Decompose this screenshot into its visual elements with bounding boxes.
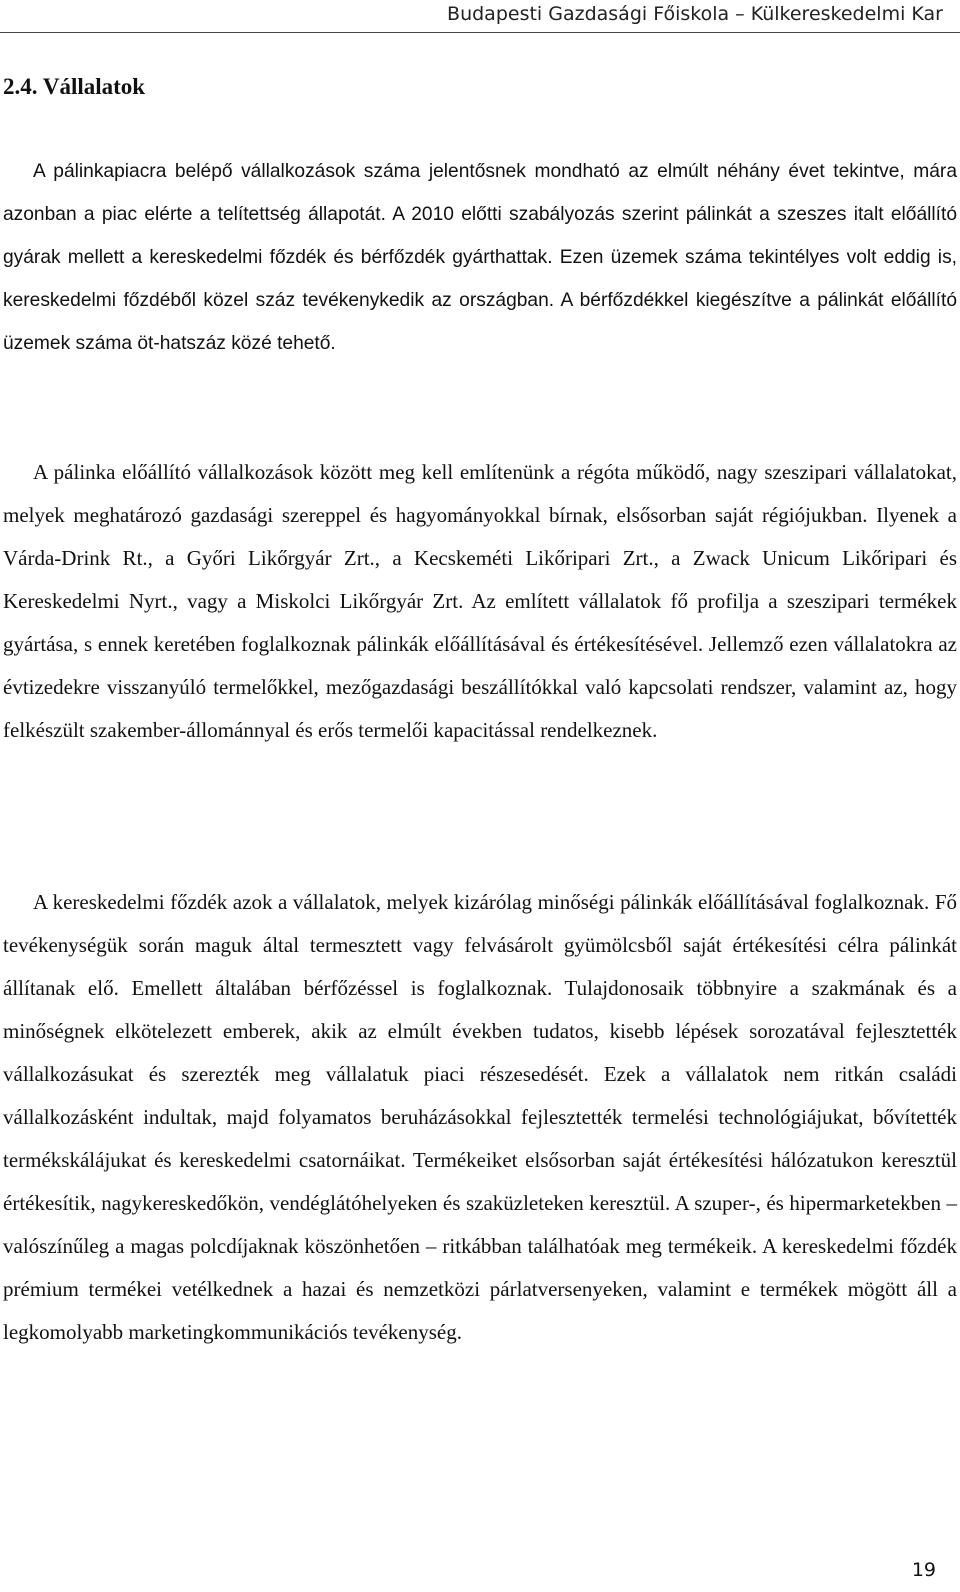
paragraph-block-1 (3, 150, 957, 365)
page-number: 19 (911, 1559, 936, 1581)
paragraph-block-2 (3, 451, 957, 752)
paragraph-1: A pálinkapiacra belépő vállalkozások száma jelentősnek mondható az elmúlt néhány évet tekintve, mára azonban a piac elérte a telítettség állapotát. A 2010 előtti szabályozás szerint pálinkát a szeszes italt előállító gyárak mellett a kereskedelmi főzdék és bérfőzdék gyárthattak. Ezen üzemek száma tekintélyes volt eddig is, kereskedelmi főzdéből közel száz tevékenykedik az országban. A bérfőzdékkel kiegészítve a pálinkát előállító üzemek száma öt-hatszáz közé tehető. (3, 161, 957, 354)
header-divider (0, 32, 960, 33)
paragraph-2: A pálinka előállító vállalkozások között meg kell említenünk a régóta működő, nagy szeszipari vállalatokat, melyek meghatározó gazdasági szereppel és hagyományokkal bírnak, elsősorban saját régiójukban. Ilyenek a Várda-Drink Rt., a Győri Likőrgyár Zrt., a Kecskeméti Likőripari Zrt., a Zwack Unicum Likőripari és Kereskedelmi Nyrt., vagy a Miskolci Likőrgyár Zrt. Az említett vállalatok fő profilja a szeszipari termékek gyártása, s ennek keretében foglalkoznak pálinkák előállításával és értékesítésével. Jellemző ezen vállalatokra az évtizedekre visszanyúló termelőkkel, mezőgazdasági beszállítókkal való kapcsolati rendszer, valamint az, hogy felkészült szakember-állománnyal és erős termelői kapacitással rendelkeznek. (3, 460, 957, 742)
section-heading: 2.4. Vállalatok (3, 74, 146, 99)
running-header: Budapesti Gazdasági Főiskola – Külkereskedelmi Kar (447, 3, 943, 25)
paragraph-3: A kereskedelmi főzdék azok a vállalatok, melyek kizárólag minőségi pálinkák előállításával foglalkoznak. Fő tevékenységük során maguk által termesztett vagy felvásárolt gyümölcsből saját értékesítési célra pálinkát állítanak elő. Emellett általában bérfőzéssel is foglalkoznak. Tulajdonosaik többnyire a szakmának és a minőségnek elkötelezett emberek, akik az elmúlt években tudatos, kisebb lépések sorozatával fejlesztették vállalkozásukat és szerezték meg vállalatuk piaci részesedését. Ezek a vállalatok nem ritkán családi vállalkozásként indultak, majd folyamatos beruházásokkal fejlesztették termelési technológiájukat, bővítették termékskálájukat és kereskedelmi csatornáikat. Termékeiket elsősorban saját értékesítési hálózatukon keresztül értékesítik, nagykereskedőkön, vendéglátóhelyeken és szaküzleteken keresztül. A szuper-, és hipermarketekben – valószínűleg a magas polcdíjaknak köszönhetően – ritkábban találhatóak meg termékeik. A kereskedelmi főzdék prémium termékei vetélkednek a hazai és nemzetközi párlatversenyeken, valamint e termékek mögött áll a legkomolyabb marketingkommunikációs tevékenység. (3, 890, 957, 1344)
paragraph-block-3 (3, 881, 957, 1354)
